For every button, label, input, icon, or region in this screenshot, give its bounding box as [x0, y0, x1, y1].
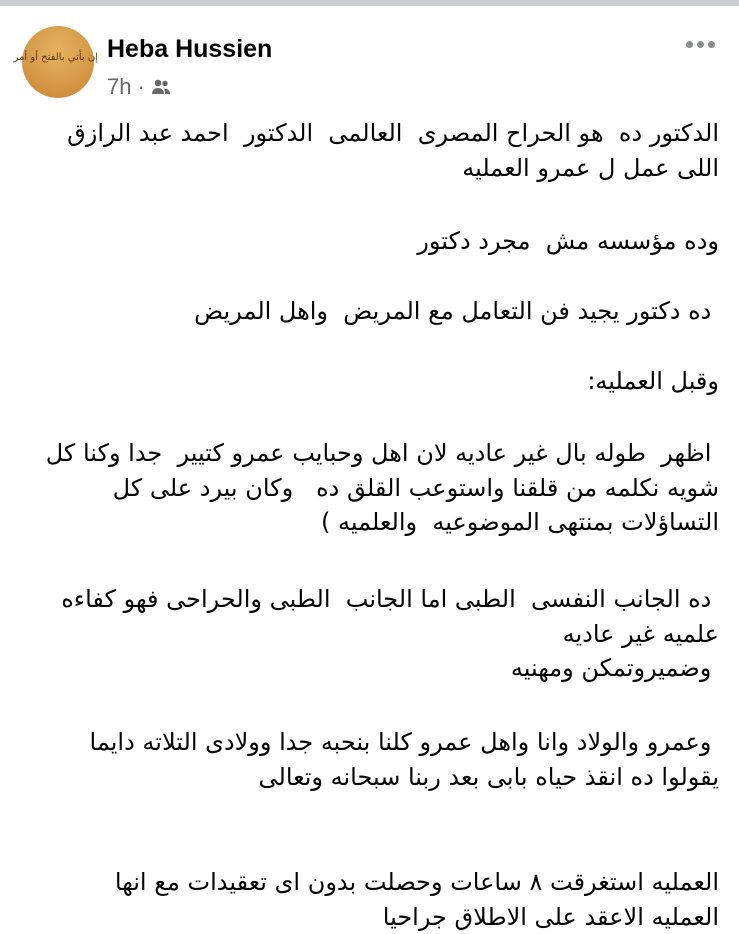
post-meta	[107, 74, 171, 100]
post-line: وقبل العمليه:	[587, 364, 719, 399]
post-paragraph	[46, 436, 719, 540]
author-name[interactable]: Heba Hussien	[107, 35, 272, 64]
post-line: ده الجانب النفسى الطبى اما الجانب الطبى والحراحى فهو كفاءه	[61, 582, 719, 617]
post-line: وضميروتمكن ومهنيه	[61, 651, 719, 686]
post-line: ده دكتور يجيد فن التعامل مع المريض واهل المريض	[194, 294, 719, 329]
post-paragraph	[587, 364, 719, 399]
post-line: علميه غير عاديه	[61, 617, 719, 652]
post-line: العمليه استغرقت ٨ ساعات وحصلت بدون اى تعقيدات مع انها	[115, 865, 719, 900]
post-paragraph	[90, 725, 719, 794]
more-options-button[interactable]	[686, 36, 720, 52]
top-divider	[0, 0, 739, 6]
post-line: اظهر طوله بال غير عاديه لان اهل وحبايب عمرو كتيير جدا وكنا كل	[46, 436, 719, 471]
post-time[interactable]: 7h	[107, 74, 131, 100]
post-paragraph	[67, 116, 719, 185]
post-line: العمليه الاعقد على الاطلاق جراحيا	[115, 900, 719, 934]
post-line: شويه نكلمه من قلقنا واستوعب القلق ده وكان بيرد على كل	[46, 471, 719, 506]
post-line: الدكتور ده هو الحراح المصرى العالمى الدكتور احمد عبد الرازق	[67, 116, 719, 151]
author-avatar[interactable]	[22, 26, 94, 98]
meta-separator: ·	[137, 74, 144, 100]
post-paragraph	[417, 224, 719, 259]
friends-icon	[151, 78, 171, 96]
post-paragraph	[61, 582, 719, 686]
post-line: وعمرو والولاد وانا واهل عمرو كلنا بنحبه جدا وولادى التلاته دايما	[90, 725, 719, 760]
post-line: وده مؤسسه مش مجرد دكتور	[417, 224, 719, 259]
post-line: اللى عمل ل عمرو العمليه	[67, 151, 719, 186]
post-line: يقولوا ده انقذ حياه بابى بعد ربنا سبحانه وتعالى	[90, 760, 719, 795]
post-line: التساؤلات بمنتهى الموضوعيه والعلميه )	[46, 505, 719, 540]
post-paragraph	[115, 865, 719, 934]
avatar-calligraphy: إن بأتي بالفتح أو أمر	[18, 52, 98, 63]
post-paragraph	[194, 294, 719, 329]
